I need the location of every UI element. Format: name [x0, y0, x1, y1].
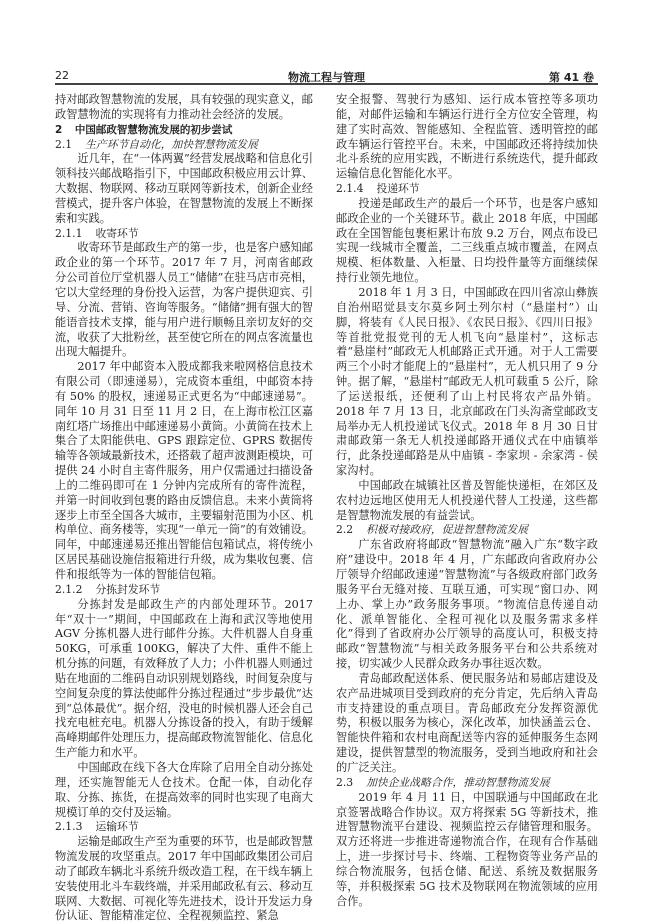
subsection-heading: [55, 583, 313, 598]
section-number: 2.1.2: [55, 582, 83, 596]
subsection-heading: [55, 820, 313, 835]
paragraph: 安全报警、驾驶行为感知、运行成本管控等多项功能，对邮件运输和车辆运行进行全方位安全管理，构建了实时高效、智能感知、全程监管、透明管控的邮政车辆运行管控平台。未来，中国邮政还将持续加快北斗系统的应用实践，不断进行系统迭代，提升邮政运输信息化智能化水平。: [336, 93, 598, 181]
paragraph: 运输是邮政生产至为重要的环节，也是邮政智慧物流发展的攻坚重点。2017 年中国邮政集团公司启动了邮政车辆北斗系统升级改造工程，在干线车辆上安装使用北斗车载终端，并采用邮政私有云、移动互联网、大数据、可视化等先进技术，设计开发运力身份认证、智能精准定位、全程视频监控、紧急: [55, 835, 313, 923]
section-title: 投递环节: [376, 182, 420, 196]
section-number: 2.1.1: [55, 226, 83, 240]
paragraph: 收寄环节是邮政生产的第一步，也是客户感知邮政企业的第一个环节。2017 年 7 月，河南省邮政分公司首位厅堂机器人员工“储储”在驻马店市亮相，它以大堂经理的身份投入运营，为客户提供迎宾、引导、分流、营销、咨询等服务。“储储”拥有强大的智能语音技术支撑，能与用户进行顺畅且亲切友好的交流，收获了大批粉丝，甚至使它所在的网点客流量也出现大幅提升。: [55, 241, 313, 359]
volume-label: 第 41 卷: [549, 71, 594, 84]
paragraph: 2018 年 1 月 3 日，中国邮政在四川省凉山彝族自治州昭觉县支尔莫乡阿土列尔村（“悬崖村”）山脚，将装有《人民日报》、《农民日报》、《四川日报》等首批党报党刊的无人机飞向“悬崖村”，这标志着“悬崖村”邮政无人机邮路正式开通。对于人工需要两三个小时才能爬上的“悬崖村”，无人机只用了 9 分钟。据了解，“悬崖村”邮政无人机可载重 5 公斤，除了运送报纸，还便利了山上村民将农产品外销。2018 年 7 月 13 日，北京邮政在门头沟斋堂邮政支局举办无人机投递试飞仪式。2018 年 8 月 30 日甘肃邮政第一条无人机投递邮路开通仪式在中庙镇举行，此条投递邮路是从中庙镇 - 李家坝 - 余家湾 - 侯家沟村。: [336, 285, 598, 478]
section-number: 2.2: [336, 523, 354, 537]
paragraph: 青岛邮政配送体系、便民服务站和易邮店建设及农产品进城项目受到政府的充分肯定，先后纳入青岛市支持建设的重点项目。青岛邮政充分发挥资源优势，积极以服务为核心，深化改革，加快涵盖云仓、智能快件箱和农村电商配送等内容的延伸服务生态网建设，提供智慧型的物流服务，受到当地政府和社会的广泛关注。: [336, 671, 598, 774]
subsection-heading: [55, 227, 313, 242]
paragraph: 中国邮政在线下各大仓库除了启用全自动分拣处理，还实施智能无人仓技术。仓配一体，自动化存取、分拣、拣货，在提高效率的同时也实现了电商大规模订单的交付及运输。: [55, 760, 313, 819]
section-number: 2: [55, 123, 63, 136]
paragraph: 中国邮政在城镇社区普及智能快递柜，在郊区及农村边远地区使用无人机投递代替人工投递，这些都是智慧物流发展的有益尝试。: [336, 478, 598, 522]
section-title: 运输环节: [95, 820, 139, 834]
subsection-heading: [336, 776, 598, 791]
running-header: [55, 68, 598, 85]
section-number: 2.3: [336, 775, 354, 789]
paragraph: 分拣封发是邮政生产的内部处理环节。2017 年“双十一”期间，中国邮政在上海和武汉等地使用 AGV 分拣机器人进行邮件分拣。大件机器人自身重 50KG，可承重 100KG，解决了大件、重件不能上机分拣的问题，有效释放了人力；小件机器人则通过贴在地面的二维码自动识别规划路线，时间复杂度与空间复杂度的算法使邮件分拣过程通过“步步最优”达到“总体最优”。据介绍，没电的时候机器人还会自己找充电桩充电。机器人分拣设备的投入，有助于缓解高峰期邮件处理压力，提高邮政物流智能化、信息化生产能力和水平。: [55, 597, 313, 760]
subsection-heading: [336, 182, 598, 197]
section-title: 生产环节自动化，加快智慧物流发展: [85, 137, 258, 151]
paragraph: 2019 年 4 月 11 日，中国联通与中国邮政在北京签署战略合作协议。双方将探索 5G 等新技术，推进智慧物流平台建设、视频监控云存储管理和服务。双方还将进一步推进寄递物流合作，在现有合作基础上，进一步探讨号卡、终端、工程物资等业务产品的综合物流服务，包括仓储、配送、系统及数据服务等，并积极探索 5G 技术及物联网在物流领域的应用合作。: [336, 790, 598, 908]
section-number: 2.1.3: [55, 820, 83, 834]
paragraph: 持对邮政智慧物流的发展，具有较强的现实意义，邮政智慧物流的实现将有力推动社会经济的发展。: [55, 93, 313, 121]
paragraph: 近几年，在“一体两翼”经营发展战略和信息化引领科技兴邮战略指引下，中国邮政积极应用云计算、大数据、物联网、移动互联网等新技术，创新企业经营模式，提升客户体验，在智慧物流的发展上不断探索和实践。: [55, 152, 313, 225]
paragraph: 2017 年中邮资本入股成都我来啦网格信息技术有限公司（即速递易），完成资本重组，中邮资本持有 50% 的股权，速递易正式更名为“中邮速递易”。同年 10 月 31 日至 11 月 2 日，在上海市松江区嘉南红塔广场推出中邮速递易小黄筒。小黄筒在技术上集合了太阳能供电、GPS 跟踪定位、GPRS 数据传输等各领域最新技术，还搭载了超声波测距模块，可提供 24 小时自主寄件服务，用户仅需通过扫描设备上的二维码即可在 1 分钟内完成所有的寄件流程，并第一时间收到包裹的路由反馈信息。未来小黄筒将逐步上市至全国各大城市，主要辐射范围为小区、机构单位、商务楼等，实现“一单元一筒”的有效铺设。同年，中邮速递易还推出智能信包箱试点，将传统小区居民基础设施信报箱进行升级，成为集收包裹、信件和报纸等为一体的智能信包箱。: [55, 360, 313, 581]
section-title: 分拣封发环节: [95, 582, 161, 596]
section-number: 2.1: [55, 137, 73, 151]
paragraph: 投递是邮政生产的最后一个环节，也是客户感知邮政企业的一个关键环节。截止 2018 年底，中国邮政在全国智能包裹柜累计布放 9.2 万台，网点布设已实现一线城市全覆盖，二三线重点城市覆盖，在网点规模、柜体数量、入柜量、日均投件量等方面继续保持行业领先地位。: [336, 196, 598, 285]
left-column: [55, 93, 313, 924]
section-heading: [55, 123, 313, 138]
subsection-heading: [336, 523, 598, 538]
section-title: 中国邮政智慧物流发展的初步尝试: [74, 123, 233, 136]
section-number: 2.1.4: [336, 182, 364, 196]
journal-title: 物流工程与管理: [288, 71, 365, 84]
section-title: 积极对接政府，促进智慧物流发展: [366, 523, 529, 537]
section-title: 收寄环节: [95, 226, 139, 240]
page-number: 22: [55, 69, 69, 82]
subsection-heading: [55, 138, 313, 153]
right-column: [336, 93, 598, 909]
paragraph: 广东省政府将邮政“智慧物流”融入广东“数字政府”建设中。2018 年 4 月，广东邮政向省政府办公厅领导介绍邮政速递“智慧物流”与各级政府部门政务服务平台无缝对接、互联互通，可实现“窗口办、网上办、掌上办”政务服务事项。“物流信息传递自动化、派单智能化、全程可视化以及服务需求多样化”得到了省政府办公厅领导的高度认可，积极支持邮政“智慧物流”与相关政务服务平台和公共系统对接，切实减少人民群众政务办事往返次数。: [336, 538, 598, 671]
section-title: 加快企业战略合作，推动智慧物流发展: [366, 775, 550, 789]
